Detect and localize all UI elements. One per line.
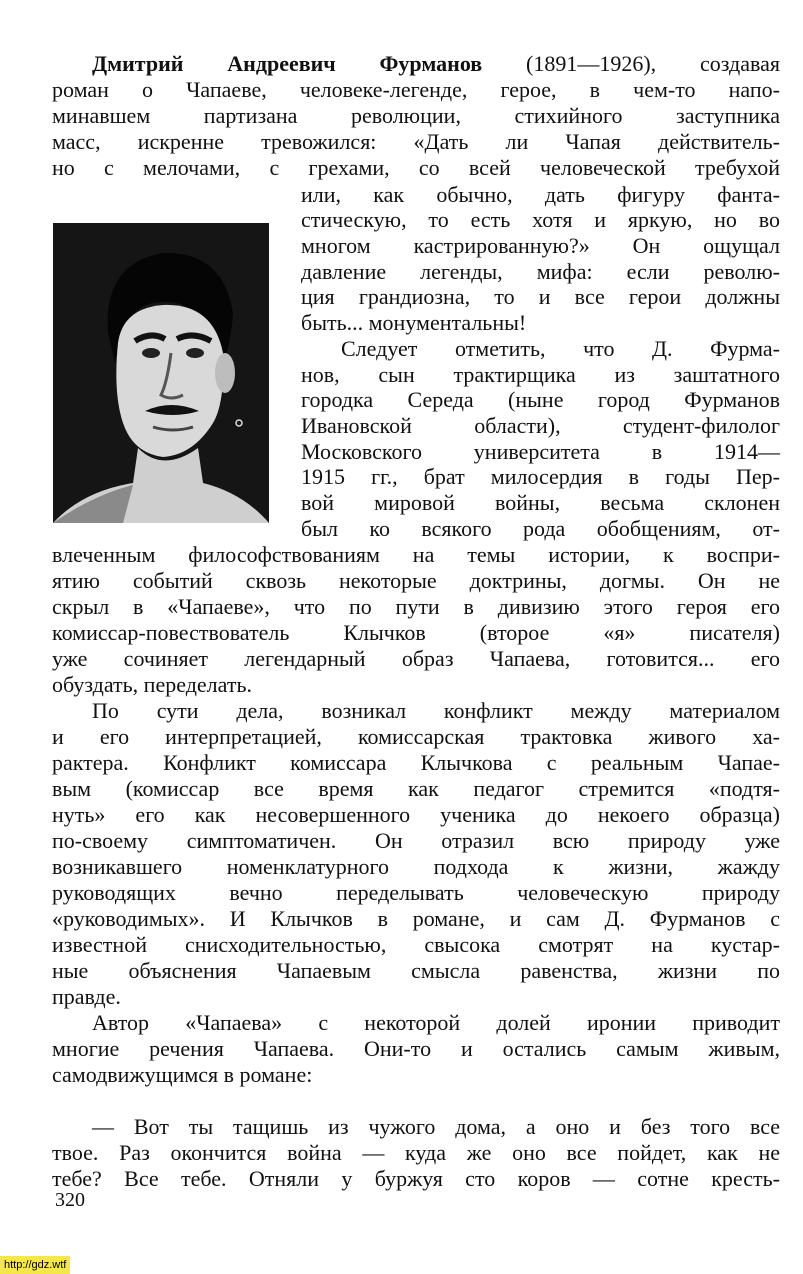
text-line xyxy=(52,51,780,77)
watermark[interactable]: http://gdz.wtf xyxy=(0,1256,70,1274)
text-line: роман о Чапаеве, человеке-легенде, герое, в чем-то напо- xyxy=(52,77,780,102)
text-line: Автор «Чапаева» с некоторой долей иронии приводит xyxy=(92,1010,780,1035)
text-line: минавшем партизана революции, стихийного заступника xyxy=(52,103,780,128)
portrait-image xyxy=(53,223,269,523)
text-line: уже сочиняет легендарный образ Чапаева, готовится... его xyxy=(52,646,780,671)
text-line: но с мелочами, с грехами, со всей человеческой требухой xyxy=(52,155,780,180)
text-line: масс, искренне тревожился: «Дать ли Чапая действитель- xyxy=(52,129,780,154)
text-line: ные объяснения Чапаевым смысла равенства, жизни по xyxy=(52,958,780,983)
text-line: ция грандиозна, то и все герои должны xyxy=(301,284,780,309)
text-line: или, как обычно, дать фигуру фанта- xyxy=(301,182,780,207)
text-line: нуть» его как несовершенного ученика до некоего образца) xyxy=(52,802,780,827)
text-line: вой мировой войны, весьма склонен xyxy=(301,490,780,515)
text-line: скрыл в «Чапаеве», что по пути в дивизию этого героя его xyxy=(52,594,780,619)
text-line: быть... монументальны! xyxy=(301,310,527,335)
text-line: давление легенды, мифа: если револю- xyxy=(301,259,780,284)
bold-name: Дмитрий Андреевич Фурманов xyxy=(92,51,483,76)
text-line: многом кастрированную?» Он ощущал xyxy=(301,233,780,258)
text-line: По сути дела, возникал конфликт между материалом xyxy=(92,698,780,723)
text-line: нов, сын трактирщика из заштатного xyxy=(301,362,780,387)
text-line: вым (комиссар все время как педагог стремится «подтя- xyxy=(52,776,780,801)
text-line: самодвижущимся в романе: xyxy=(52,1062,313,1087)
text-line: правде. xyxy=(52,984,121,1009)
page-number: 320 xyxy=(55,1189,85,1211)
text-line: Следует отметить, что Д. Фурма- xyxy=(341,336,780,361)
text-line: руководящих вечно переделывать человеческую природу xyxy=(52,880,780,905)
text-line: многие речения Чапаева. Они-то и остались самым живым, xyxy=(52,1036,780,1061)
portrait-photo xyxy=(53,223,269,523)
text-line: Московского университета в 1914— xyxy=(301,439,780,464)
text-line: влеченным философствованиям на темы истории, к воспри- xyxy=(52,542,780,567)
text-line: твое. Раз окончится война — куда же оно все пойдет, как не xyxy=(52,1140,780,1165)
text-line: стическую, то есть хотя и яркую, но во xyxy=(301,207,780,232)
text-line: 1915 гг., брат милосердия в годы Пер- xyxy=(301,464,780,489)
text-line: и его интерпретацией, комиссарская трактовка живого ха- xyxy=(52,724,780,749)
text-line: известной снисходительностью, свысока смотрят на кустар- xyxy=(52,932,780,957)
text-span: (1891—1926), создавая xyxy=(482,51,780,76)
text-line: рактера. Конфликт комиссара Клычкова с реальным Чапае- xyxy=(52,750,780,775)
text-line: ятию событий сквозь некоторые доктрины, догмы. Он не xyxy=(52,568,780,593)
text-line: «руководимых». И Клычков в романе, и сам Д. Фурманов с xyxy=(52,906,780,931)
text-line: комиссар-повествователь Клычков (второе «я» писателя) xyxy=(52,620,780,645)
text-line: по-своему симптоматичен. Он отразил всю природу уже xyxy=(52,828,780,853)
text-line: был ко всякого рода обобщениям, от- xyxy=(301,516,780,541)
text-line: — Вот ты тащишь из чужого дома, а оно и без того все xyxy=(92,1114,780,1139)
text-line: возникавшего номенклатурного подхода к жизни, жажду xyxy=(52,854,780,879)
text-line: обуздать, переделать. xyxy=(52,672,252,697)
text-line: Ивановской области), студент-филолог xyxy=(301,413,780,438)
text-line: городка Середа (ныне город Фурманов xyxy=(301,387,780,412)
text-line: тебе? Все тебе. Отняли у буржуя сто коров — сотне кресть- xyxy=(52,1166,780,1191)
